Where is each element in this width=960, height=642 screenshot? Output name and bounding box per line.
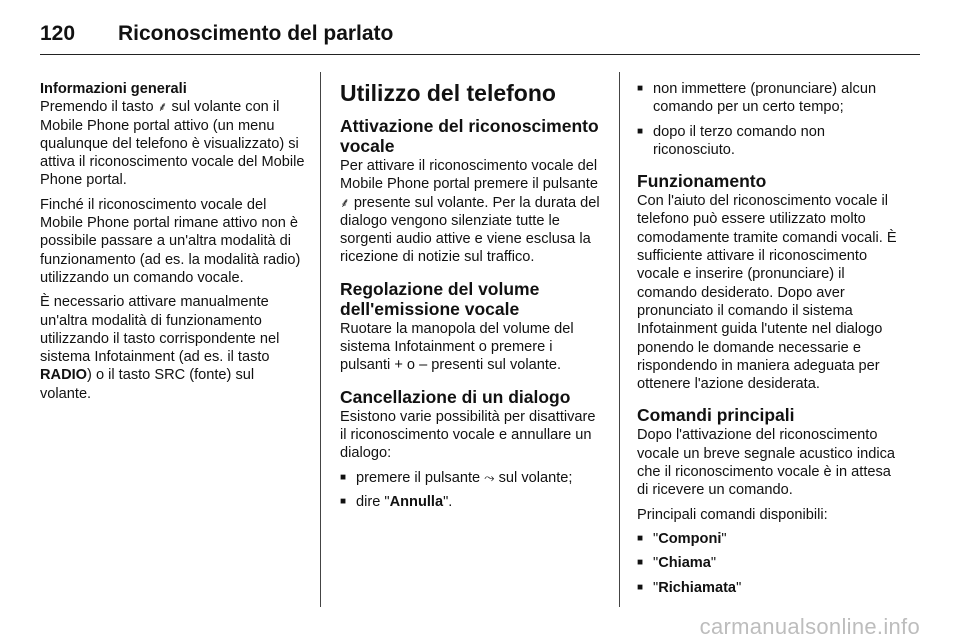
section-heading: Regolazione del volume dell'emissione vocale [340,278,540,319]
section-heading: Attivazione del riconoscimento vocale [340,116,599,156]
column-middle [340,80,605,517]
list-item: ■ "Richiamata" [637,579,742,596]
section-heading: Informazioni generali [40,81,187,97]
section-heading: Cancellazione di un dialogo [340,386,571,407]
hang-up-button-icon: ⤳ [484,469,495,485]
page-number: 120 [40,22,76,45]
command-label: Richiamata [658,579,737,596]
column-left [40,80,305,409]
paragraph: Premendo il tasto ⸙ sul volante con il Mobile Phone portal attivo (un menu qualunque del telefono è visualizzato) si attiva il riconoscimento vocale del Mobile Phone portal. [40,99,305,189]
column-right [637,80,905,603]
paragraph: Con l'aiuto del riconoscimento vocale il telefono può essere utilizzato molto comodamente tramite comandi vocali. È sufficiente attivare il riconoscimento vocale e inserire (pronunciare) il comando desiderato. Dopo aver pronunciato il comando il sistema Infotainment guida l'utente nel dialogo ponendo le domande necessarie e rispondendo in maniera adeguata per ottenere l'azione desiderata. [637,193,897,393]
bullet-icon: ■ [340,495,347,507]
paragraph: È necessario attivare manualmente un'altra modalità di funzionamento utilizzando il tasto corrispondente nel sistema Infotainment (ad es. il tasto RADIO) o il tasto SRC (fonte) sul volante. [40,294,280,402]
column-divider [619,72,620,607]
phone-button-icon: ⸙ [157,99,168,115]
list-item: ■ dopo il terzo comando non riconosciuto. [637,123,825,158]
command-label: Chiama [658,555,711,572]
watermark: carmanualsonline.info [699,614,920,639]
paragraph: Finché il riconoscimento vocale del Mobile Phone portal rimane attivo non è possibile passare a un'altra modalità di funzionamento (ad es. la modalità radio) utilizzando un comando vocale. [40,196,301,286]
list-item: ■ non immettere (pronunciare) alcun comando per un certo tempo; [637,81,877,116]
paragraph: Esistono varie possibilità per disattivare il riconoscimento vocale e annullare un dialogo: [340,408,596,462]
bullet-icon: ■ [340,471,347,483]
list-item: ■ "Chiama" [637,555,717,572]
bullet-icon: ■ [637,581,644,593]
command-label: Componi [658,530,722,547]
section-heading: Comandi principali [637,405,795,426]
paragraph: Ruotare la manopola del volume del sistema Infotainment o premere i pulsanti + o – presenti sul volante. [340,320,574,374]
paragraph: Dopo l'attivazione del riconoscimento vocale un breve segnale acustico indica che il riconoscimento vocale è in attesa di ricevere un comando. [637,427,895,499]
phone-button-icon: ⸙ [340,194,350,210]
command-label: Annulla [389,493,444,510]
bullet-icon: ■ [637,557,644,569]
radio-key-label: RADIO [40,367,88,384]
bullet-icon: ■ [637,532,644,544]
bullet-icon: ■ [637,83,644,94]
list-item: ■ dire "Annulla". [340,493,453,510]
page-title: Riconoscimento del parlato [118,22,394,45]
paragraph: Per attivare il riconoscimento vocale del Mobile Phone portal premere il pulsante ⸙ presente sul volante. Per la durata del dialogo vengono silenziate tutte le sorgenti audio attive e viene esclusa la ricezione di notizie sul traffico. [340,158,600,266]
column-divider [320,72,321,607]
paragraph: Principali comandi disponibili: [637,506,828,523]
list-item: ■ "Componi" [637,530,727,547]
page-header [40,14,920,55]
bullet-icon: ■ [637,125,644,137]
list-item: ■ premere il pulsante ⤳ sul volante; [340,469,573,486]
chapter-title: Utilizzo del telefono [340,80,556,106]
section-heading: Funzionamento [637,171,767,192]
